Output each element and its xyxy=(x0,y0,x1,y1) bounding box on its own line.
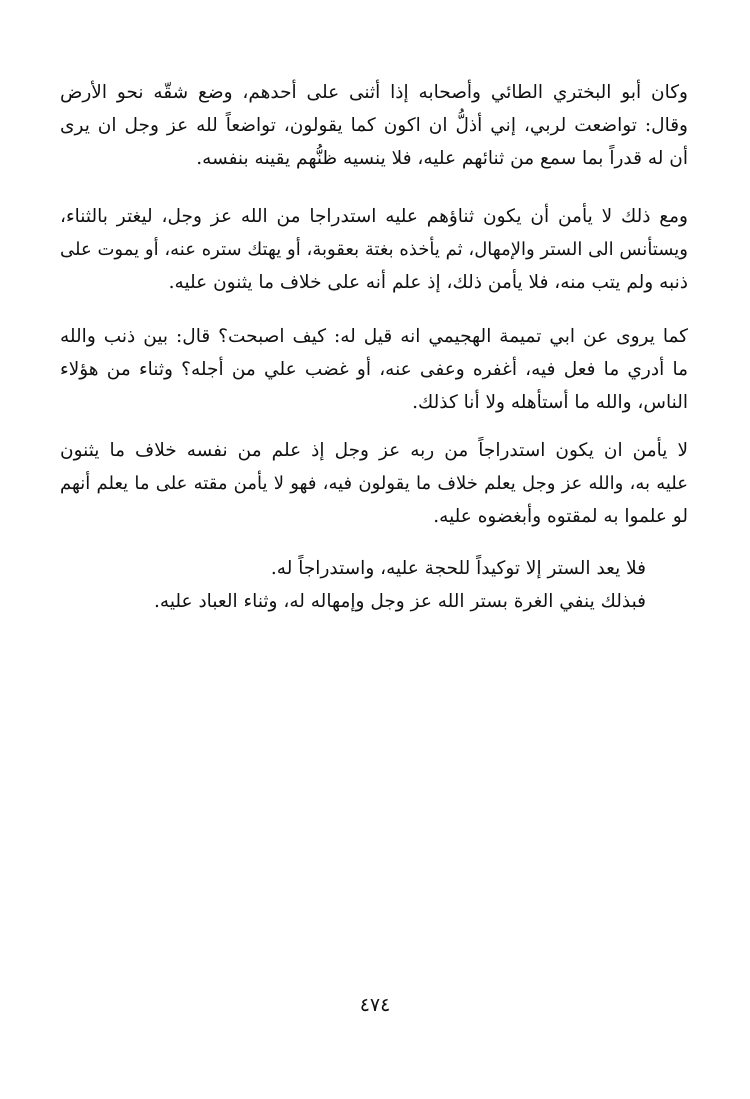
text-line: الناس، والله ما أستأهله ولا أنا كذلك. xyxy=(412,392,688,413)
text-line: أن له قدراً بما سمع من ثنائهم عليه، فلا ينسيه ظنُّهم يقينه بنفسه. xyxy=(196,148,688,169)
page-number: ٤٧٤ xyxy=(359,994,391,1016)
text-line: لا يأمن ان يكون استدراجاً من ربه عز وجل إذ علم من نفسه خلاف ما يثنون xyxy=(60,440,688,461)
text-line: وكان أبو البختري الطائي وأصحابه إذا أثنى على أحدهم، وضع شقّه نحو الأرض xyxy=(60,82,688,103)
text-line: فبذلك ينفي الغرة بستر الله عز وجل وإمهاله له، وثناء العباد عليه. xyxy=(154,591,646,612)
text-line: ما أدري ما فعل فيه، أغفره وعفى عنه، أو غضب علي من أجله؟ وثناء من هؤلاء xyxy=(60,359,688,380)
text-line: ومع ذلك لا يأمن أن يكون ثناؤهم عليه استدراجا من الله عز وجل، ليغتر بالثناء، xyxy=(60,206,688,227)
text-line: ويستأنس الى الستر والإمهال، ثم يأخذه بغتة بعقوبة، أو يهتك ستره عنه، أو يموت على xyxy=(60,239,688,260)
text-line: فلا يعد الستر إلا توكيداً للحجة عليه، واستدراجاً له. xyxy=(270,558,646,579)
text-line: عليه به، والله عز وجل يعلم خلاف ما يقولون فيه، فهو لا يأمن مقته على ما يعلم أنهم xyxy=(60,473,688,494)
text-line: كما يروى عن ابي تميمة الهجيمي انه قيل له: كيف اصبحت؟ قال: بين ذنب والله xyxy=(60,326,688,347)
paragraph-conclusion xyxy=(60,552,646,618)
text-line: ذنبه ولم يتب منه، فلا يأمن ذلك، إذ علم أنه على خلاف ما يثنون عليه. xyxy=(168,272,688,293)
paragraph-abu-tamima xyxy=(60,320,688,419)
text-line: وقال: تواضعت لربي، إني أذلُّ ان اكون كما يقولون، تواضعاً لله عز وجل ان يرى xyxy=(60,115,688,136)
paragraph-istidraj-warning xyxy=(60,200,688,299)
paragraph-self-knowledge xyxy=(60,434,688,533)
text-line: لو علموا به لمقتوه وأبغضوه عليه. xyxy=(433,506,688,527)
paragraph-abu-al-bakhtari xyxy=(60,76,688,175)
